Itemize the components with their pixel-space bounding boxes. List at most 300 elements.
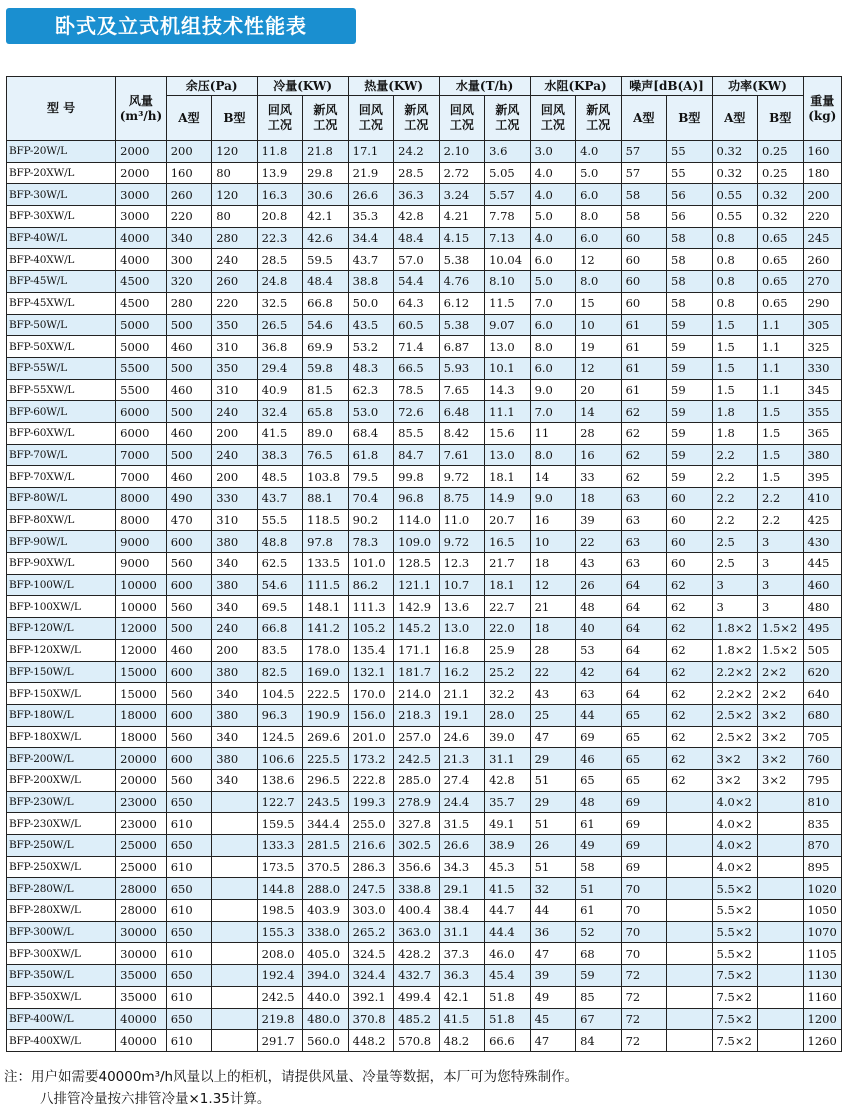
cell-pressure-b: 350 — [212, 357, 257, 379]
cell-noise-b: 62 — [667, 704, 712, 726]
table-row — [7, 488, 842, 510]
cell-resistance-return: 3.0 — [530, 141, 575, 163]
cell-model: BFP-55W/L — [7, 357, 116, 379]
cell-noise-b: 58 — [667, 292, 712, 314]
cell-power-b — [758, 900, 803, 922]
cell-water-return: 5.38 — [439, 314, 484, 336]
cell-water-fresh: 5.57 — [485, 184, 530, 206]
cell-water-fresh: 7.78 — [485, 206, 530, 228]
table-row — [7, 336, 842, 358]
cell-resistance-return: 25 — [530, 704, 575, 726]
cell-noise-b — [667, 1008, 712, 1030]
cell-pressure-a: 610 — [166, 1030, 211, 1052]
cell-noise-b: 62 — [667, 639, 712, 661]
cell-water-return: 24.4 — [439, 791, 484, 813]
cell-water-return: 4.76 — [439, 271, 484, 293]
header-fresh-line1: 新风 — [495, 103, 520, 117]
cell-pressure-b — [212, 878, 257, 900]
cell-noise-a: 72 — [621, 965, 666, 987]
cell-pressure-b: 80 — [212, 162, 257, 184]
cell-resistance-fresh: 48 — [576, 596, 622, 618]
cell-heating-fresh: 363.0 — [394, 921, 439, 943]
cell-heating-return: 170.0 — [348, 683, 393, 705]
cell-power-a: 1.5 — [712, 314, 757, 336]
cell-power-b: 3 — [758, 531, 803, 553]
cell-water-return: 6.48 — [439, 401, 484, 423]
cell-water-fresh: 11.5 — [485, 292, 530, 314]
cell-resistance-fresh: 6.0 — [576, 184, 622, 206]
cell-heating-fresh: 36.3 — [394, 184, 439, 206]
cell-noise-b: 62 — [667, 726, 712, 748]
cell-weight: 325 — [803, 336, 842, 358]
cell-resistance-fresh: 15 — [576, 292, 622, 314]
cell-water-fresh: 25.9 — [485, 639, 530, 661]
cell-resistance-return: 36 — [530, 921, 575, 943]
cell-model: BFP-50XW/L — [7, 336, 116, 358]
cell-pressure-a: 650 — [166, 921, 211, 943]
cell-airflow: 5500 — [116, 357, 167, 379]
cell-model: BFP-180W/L — [7, 704, 116, 726]
cell-resistance-fresh: 68 — [576, 943, 622, 965]
cell-water-fresh: 46.0 — [485, 943, 530, 965]
cell-pressure-a: 500 — [166, 444, 211, 466]
cell-heating-fresh: 64.3 — [394, 292, 439, 314]
cell-cooling-return: 192.4 — [257, 965, 302, 987]
cell-noise-a: 64 — [621, 661, 666, 683]
cell-noise-b: 59 — [667, 466, 712, 488]
cell-power-a: 2.2 — [712, 509, 757, 531]
cell-noise-a: 63 — [621, 509, 666, 531]
cell-power-a: 3 — [712, 574, 757, 596]
cell-resistance-return: 22 — [530, 661, 575, 683]
cell-resistance-fresh: 51 — [576, 878, 622, 900]
cell-pressure-a: 460 — [166, 639, 211, 661]
cell-noise-b: 59 — [667, 422, 712, 444]
cell-cooling-fresh: 118.5 — [303, 509, 348, 531]
table-row — [7, 726, 842, 748]
cell-airflow: 7000 — [116, 466, 167, 488]
page-title: 卧式及立式机组技术性能表 — [6, 8, 356, 44]
cell-pressure-b — [212, 1030, 257, 1052]
cell-power-a: 7.5×2 — [712, 1030, 757, 1052]
cell-water-fresh: 14.9 — [485, 488, 530, 510]
cell-heating-return: 86.2 — [348, 574, 393, 596]
cell-heating-return: 392.1 — [348, 986, 393, 1008]
table-row — [7, 813, 842, 835]
cell-heating-fresh: 302.5 — [394, 835, 439, 857]
cell-pressure-a: 340 — [166, 227, 211, 249]
cell-power-b — [758, 1030, 803, 1052]
cell-pressure-a: 650 — [166, 835, 211, 857]
cell-pressure-a: 320 — [166, 271, 211, 293]
cell-model: BFP-350W/L — [7, 965, 116, 987]
cell-heating-return: 156.0 — [348, 704, 393, 726]
cell-water-fresh: 35.7 — [485, 791, 530, 813]
cell-heating-return: 43.7 — [348, 249, 393, 271]
cell-cooling-return: 198.5 — [257, 900, 302, 922]
cell-power-a: 1.5 — [712, 357, 757, 379]
cell-power-b — [758, 856, 803, 878]
cell-cooling-fresh: 81.5 — [303, 379, 348, 401]
cell-pressure-b: 380 — [212, 748, 257, 770]
cell-resistance-fresh: 12 — [576, 357, 622, 379]
cell-weight: 495 — [803, 618, 842, 640]
cell-model: BFP-60XW/L — [7, 422, 116, 444]
cell-resistance-fresh: 58 — [576, 856, 622, 878]
cell-heating-fresh: 85.5 — [394, 422, 439, 444]
cell-noise-a: 64 — [621, 574, 666, 596]
cell-power-b: 0.65 — [758, 292, 803, 314]
cell-noise-b — [667, 878, 712, 900]
cell-power-a: 4.0×2 — [712, 813, 757, 835]
cell-model: BFP-45W/L — [7, 271, 116, 293]
table-row — [7, 1008, 842, 1030]
cell-pressure-a: 300 — [166, 249, 211, 271]
cell-noise-b: 62 — [667, 661, 712, 683]
cell-cooling-return: 26.5 — [257, 314, 302, 336]
cell-pressure-b: 310 — [212, 379, 257, 401]
cell-noise-b — [667, 856, 712, 878]
cell-resistance-return: 18 — [530, 553, 575, 575]
cell-model: BFP-100XW/L — [7, 596, 116, 618]
cell-water-return: 3.24 — [439, 184, 484, 206]
header-fresh-line2: 工况 — [404, 118, 429, 132]
cell-cooling-fresh: 54.6 — [303, 314, 348, 336]
cell-cooling-fresh: 69.9 — [303, 336, 348, 358]
cell-model: BFP-30XW/L — [7, 206, 116, 228]
header-pressure-a: A型 — [166, 96, 211, 141]
cell-resistance-fresh: 4.0 — [576, 141, 622, 163]
cell-cooling-return: 20.8 — [257, 206, 302, 228]
cell-water-return: 9.72 — [439, 466, 484, 488]
cell-water-fresh: 20.7 — [485, 509, 530, 531]
cell-resistance-return: 4.0 — [530, 227, 575, 249]
cell-pressure-a: 560 — [166, 683, 211, 705]
cell-cooling-fresh: 169.0 — [303, 661, 348, 683]
cell-noise-b: 62 — [667, 618, 712, 640]
cell-heating-return: 38.8 — [348, 271, 393, 293]
cell-power-a: 4.0×2 — [712, 791, 757, 813]
cell-power-a: 1.8×2 — [712, 639, 757, 661]
cell-resistance-return: 6.0 — [530, 357, 575, 379]
header-return-line1: 回风 — [449, 103, 474, 117]
table-row — [7, 748, 842, 770]
cell-pressure-b: 380 — [212, 661, 257, 683]
cell-pressure-a: 490 — [166, 488, 211, 510]
cell-resistance-fresh: 46 — [576, 748, 622, 770]
cell-model: BFP-180XW/L — [7, 726, 116, 748]
cell-power-b: 3×2 — [758, 748, 803, 770]
cell-water-return: 9.72 — [439, 531, 484, 553]
cell-resistance-fresh: 12 — [576, 249, 622, 271]
cell-noise-b: 59 — [667, 357, 712, 379]
cell-heating-return: 132.1 — [348, 661, 393, 683]
cell-cooling-fresh: 111.5 — [303, 574, 348, 596]
cell-pressure-b: 280 — [212, 227, 257, 249]
cell-power-b: 1.1 — [758, 379, 803, 401]
table-row — [7, 900, 842, 922]
cell-model: BFP-300XW/L — [7, 943, 116, 965]
cell-resistance-fresh: 61 — [576, 900, 622, 922]
cell-power-a: 5.5×2 — [712, 900, 757, 922]
cell-weight: 480 — [803, 596, 842, 618]
cell-power-a: 7.5×2 — [712, 986, 757, 1008]
cell-noise-b: 56 — [667, 206, 712, 228]
table-row — [7, 574, 842, 596]
cell-noise-a: 70 — [621, 943, 666, 965]
cell-model: BFP-250W/L — [7, 835, 116, 857]
cell-model: BFP-30W/L — [7, 184, 116, 206]
cell-airflow: 5500 — [116, 379, 167, 401]
cell-heating-return: 101.0 — [348, 553, 393, 575]
cell-resistance-fresh: 52 — [576, 921, 622, 943]
table-row — [7, 271, 842, 293]
cell-cooling-fresh: 480.0 — [303, 1008, 348, 1030]
cell-noise-a: 70 — [621, 921, 666, 943]
table-body — [7, 141, 842, 1052]
cell-resistance-return: 47 — [530, 943, 575, 965]
cell-cooling-return: 29.4 — [257, 357, 302, 379]
cell-resistance-return: 39 — [530, 965, 575, 987]
cell-power-b: 0.65 — [758, 227, 803, 249]
cell-heating-return: 111.3 — [348, 596, 393, 618]
cell-heating-fresh: 84.7 — [394, 444, 439, 466]
cell-power-b — [758, 878, 803, 900]
cell-model: BFP-300W/L — [7, 921, 116, 943]
header-fresh-line2: 工况 — [313, 118, 338, 132]
table-header — [7, 77, 842, 141]
cell-power-b: 1.5×2 — [758, 639, 803, 661]
cell-noise-a: 64 — [621, 596, 666, 618]
cell-water-fresh: 22.0 — [485, 618, 530, 640]
cell-power-a: 0.32 — [712, 141, 757, 163]
cell-water-fresh: 38.9 — [485, 835, 530, 857]
cell-pressure-a: 650 — [166, 1008, 211, 1030]
cell-power-a: 3 — [712, 596, 757, 618]
cell-power-b — [758, 965, 803, 987]
cell-cooling-return: 32.5 — [257, 292, 302, 314]
cell-heating-fresh: 42.8 — [394, 206, 439, 228]
cell-heating-return: 17.1 — [348, 141, 393, 163]
cell-heating-fresh: 114.0 — [394, 509, 439, 531]
cell-airflow: 2000 — [116, 162, 167, 184]
cell-noise-b — [667, 835, 712, 857]
cell-pressure-b: 310 — [212, 509, 257, 531]
cell-heating-return: 35.3 — [348, 206, 393, 228]
cell-pressure-b: 200 — [212, 466, 257, 488]
cell-pressure-a: 560 — [166, 769, 211, 791]
cell-model: BFP-70W/L — [7, 444, 116, 466]
cell-weight: 200 — [803, 184, 842, 206]
cell-power-a: 2.2×2 — [712, 683, 757, 705]
table-row — [7, 184, 842, 206]
cell-noise-a: 62 — [621, 422, 666, 444]
cell-airflow: 3000 — [116, 184, 167, 206]
cell-resistance-fresh: 10 — [576, 314, 622, 336]
cell-water-fresh: 14.3 — [485, 379, 530, 401]
cell-power-a: 4.0×2 — [712, 835, 757, 857]
cell-cooling-return: 133.3 — [257, 835, 302, 857]
cell-cooling-return: 24.8 — [257, 271, 302, 293]
header-cooling-return — [257, 96, 302, 141]
cell-heating-fresh: 242.5 — [394, 748, 439, 770]
cell-pressure-b — [212, 965, 257, 987]
cell-airflow: 23000 — [116, 791, 167, 813]
cell-weight: 395 — [803, 466, 842, 488]
cell-resistance-return: 4.0 — [530, 184, 575, 206]
cell-water-return: 38.4 — [439, 900, 484, 922]
cell-power-b — [758, 813, 803, 835]
cell-model: BFP-250XW/L — [7, 856, 116, 878]
cell-noise-a: 63 — [621, 531, 666, 553]
cell-noise-b: 60 — [667, 509, 712, 531]
cell-resistance-return: 8.0 — [530, 444, 575, 466]
cell-pressure-b: 310 — [212, 336, 257, 358]
cell-cooling-return: 106.6 — [257, 748, 302, 770]
cell-cooling-fresh: 338.0 — [303, 921, 348, 943]
cell-noise-a: 69 — [621, 835, 666, 857]
cell-model: BFP-90W/L — [7, 531, 116, 553]
cell-heating-fresh: 218.3 — [394, 704, 439, 726]
cell-heating-fresh: 171.1 — [394, 639, 439, 661]
header-water: 水量(T/h) — [439, 77, 530, 96]
cell-heating-fresh: 99.8 — [394, 466, 439, 488]
cell-water-return: 2.10 — [439, 141, 484, 163]
table-row — [7, 444, 842, 466]
table-row — [7, 553, 842, 575]
cell-model: BFP-50W/L — [7, 314, 116, 336]
cell-water-fresh: 16.5 — [485, 531, 530, 553]
cell-water-return: 42.1 — [439, 986, 484, 1008]
cell-power-b — [758, 835, 803, 857]
cell-water-fresh: 45.3 — [485, 856, 530, 878]
cell-resistance-return: 8.0 — [530, 336, 575, 358]
cell-heating-return: 324.4 — [348, 965, 393, 987]
cell-heating-fresh: 499.4 — [394, 986, 439, 1008]
cell-resistance-return: 9.0 — [530, 379, 575, 401]
cell-noise-a: 72 — [621, 986, 666, 1008]
cell-pressure-b: 260 — [212, 271, 257, 293]
cell-model: BFP-230W/L — [7, 791, 116, 813]
cell-pressure-b: 340 — [212, 553, 257, 575]
cell-noise-b: 62 — [667, 574, 712, 596]
footnote-line1: 注：用户如需要40000m³/h风量以上的柜机，请提供风量、冷量等数据，本厂可为您特殊制作。 — [4, 1069, 579, 1085]
table-row — [7, 791, 842, 813]
cell-noise-a: 72 — [621, 1008, 666, 1030]
cell-pressure-a: 600 — [166, 531, 211, 553]
cell-heating-fresh: 570.8 — [394, 1030, 439, 1052]
cell-pressure-a: 460 — [166, 336, 211, 358]
cell-resistance-fresh: 8.0 — [576, 206, 622, 228]
cell-noise-a: 69 — [621, 791, 666, 813]
cell-water-return: 7.61 — [439, 444, 484, 466]
cell-power-a: 5.5×2 — [712, 943, 757, 965]
cell-airflow: 4500 — [116, 292, 167, 314]
cell-heating-return: 50.0 — [348, 292, 393, 314]
cell-water-fresh: 42.8 — [485, 769, 530, 791]
cell-power-b: 1.1 — [758, 336, 803, 358]
cell-noise-b — [667, 900, 712, 922]
header-weight-line2: (kg) — [808, 108, 837, 123]
cell-cooling-return: 173.5 — [257, 856, 302, 878]
header-airflow — [116, 77, 167, 141]
header-return-line2: 工况 — [540, 118, 565, 132]
cell-noise-a: 65 — [621, 704, 666, 726]
cell-noise-b — [667, 921, 712, 943]
cell-cooling-fresh: 403.9 — [303, 900, 348, 922]
cell-noise-b — [667, 1030, 712, 1052]
cell-pressure-a: 500 — [166, 357, 211, 379]
cell-airflow: 2000 — [116, 141, 167, 163]
cell-heating-return: 222.8 — [348, 769, 393, 791]
cell-pressure-a: 650 — [166, 791, 211, 813]
cell-resistance-return: 45 — [530, 1008, 575, 1030]
cell-heating-fresh: 327.8 — [394, 813, 439, 835]
cell-power-a: 2.5×2 — [712, 704, 757, 726]
cell-water-fresh: 51.8 — [485, 1008, 530, 1030]
cell-power-a: 1.8×2 — [712, 618, 757, 640]
cell-cooling-return: 155.3 — [257, 921, 302, 943]
cell-cooling-return: 28.5 — [257, 249, 302, 271]
cell-heating-return: 34.4 — [348, 227, 393, 249]
cell-heating-return: 247.5 — [348, 878, 393, 900]
cell-resistance-return: 11 — [530, 422, 575, 444]
cell-noise-a: 61 — [621, 357, 666, 379]
cell-weight: 270 — [803, 271, 842, 293]
cell-weight: 245 — [803, 227, 842, 249]
cell-cooling-return: 54.6 — [257, 574, 302, 596]
cell-pressure-b: 340 — [212, 683, 257, 705]
cell-noise-a: 57 — [621, 141, 666, 163]
cell-water-return: 6.12 — [439, 292, 484, 314]
cell-pressure-a: 160 — [166, 162, 211, 184]
cell-noise-a: 57 — [621, 162, 666, 184]
cell-cooling-return: 48.5 — [257, 466, 302, 488]
cell-weight: 290 — [803, 292, 842, 314]
cell-resistance-fresh: 39 — [576, 509, 622, 531]
header-cooling: 冷量(KW) — [257, 77, 348, 96]
table-row — [7, 856, 842, 878]
cell-heating-return: 62.3 — [348, 379, 393, 401]
header-return-line1: 回风 — [540, 103, 565, 117]
cell-heating-fresh: 356.6 — [394, 856, 439, 878]
cell-cooling-return: 96.3 — [257, 704, 302, 726]
cell-noise-a: 64 — [621, 618, 666, 640]
cell-noise-a: 69 — [621, 813, 666, 835]
cell-water-return: 7.65 — [439, 379, 484, 401]
header-noise-a: A型 — [621, 96, 666, 141]
table-row — [7, 466, 842, 488]
cell-noise-b — [667, 965, 712, 987]
cell-airflow: 8000 — [116, 488, 167, 510]
cell-cooling-fresh: 30.6 — [303, 184, 348, 206]
cell-cooling-return: 55.5 — [257, 509, 302, 531]
cell-weight: 640 — [803, 683, 842, 705]
cell-water-return: 29.1 — [439, 878, 484, 900]
cell-heating-fresh: 145.2 — [394, 618, 439, 640]
cell-cooling-return: 208.0 — [257, 943, 302, 965]
cell-cooling-return: 36.8 — [257, 336, 302, 358]
cell-resistance-return: 49 — [530, 986, 575, 1008]
cell-heating-return: 61.8 — [348, 444, 393, 466]
cell-pressure-a: 460 — [166, 422, 211, 444]
cell-water-fresh: 18.1 — [485, 574, 530, 596]
cell-water-return: 10.7 — [439, 574, 484, 596]
cell-resistance-fresh: 65 — [576, 769, 622, 791]
cell-cooling-return: 62.5 — [257, 553, 302, 575]
cell-power-b: 1.1 — [758, 314, 803, 336]
cell-resistance-return: 47 — [530, 726, 575, 748]
